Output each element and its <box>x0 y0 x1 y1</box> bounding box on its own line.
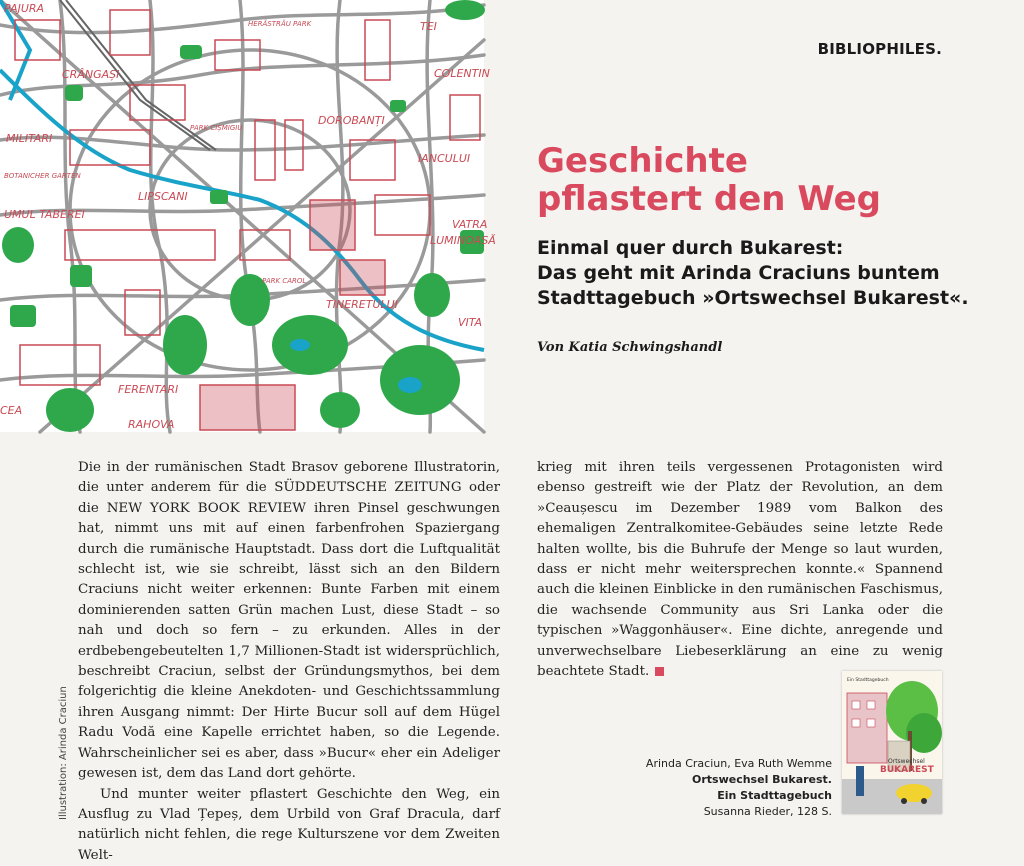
book-authors: Arinda Craciun, Eva Ruth Wemme <box>572 756 832 772</box>
svg-text:VITA: VITA <box>458 316 482 329</box>
headline-line-1: Geschichte <box>537 142 957 180</box>
svg-text:RAHOVA: RAHOVA <box>128 418 174 431</box>
svg-text:LUMINOASĂ: LUMINOASĂ <box>430 234 496 247</box>
end-mark-icon <box>655 667 664 676</box>
book-cover <box>842 671 942 814</box>
illustration-credit: Illustration: Arinda Craciun <box>58 686 69 820</box>
body-paragraph-text: krieg mit ihren teils vergessenen Protagonisten wird ebenso gestreift wie der Platz der Revolution, an dem »Ceaușescu im Dezember 1989 vom Balkon des ehemaligen Zentralkomitee-Gebäudes seine letzte Rede halten wollte, bis die Buhrufe der Menge so laut wurden, dass er nicht mehr weitersprechen konnte.« Spannend auch die kleinen Einblicke in den rumänischen Faschismus, die wachsende Community aus Sri Lanka oder die typischen »Waggonhäuser«. Eine dichte, anregende und unverwechselbare Liebeserklärung an eine zu wenig beachtete Stadt. <box>537 460 943 679</box>
svg-text:TEI: TEI <box>420 20 437 33</box>
book-cover-illustration <box>842 671 942 814</box>
book-info <box>572 756 832 820</box>
headline-line-2: pflastert den Weg <box>537 180 957 218</box>
body-paragraph-final <box>537 458 943 682</box>
map-illustration <box>0 0 484 432</box>
cover-top-text: Ortswechsel <box>888 758 925 765</box>
svg-text:COLENTIN: COLENTIN <box>434 67 490 80</box>
book-subtitle: Ein Stadttagebuch <box>572 788 832 804</box>
svg-text:MILITARI: MILITARI <box>6 132 52 145</box>
subheadline-line-1: Einmal quer durch Bukarest: <box>537 236 977 261</box>
subheadline-line-2: Das geht mit Arinda Craciuns buntem <box>537 261 977 286</box>
body-paragraph: Und munter weiter pflastert Geschichte den Weg, ein Ausflug zu Vlad Țepeș, dem Urbild von Graf Dracula, darf natürlich nicht fehlen, die rege Kulturszene vor dem Zweiten Welt- <box>78 785 500 866</box>
svg-text:CRÂNGAȘI: CRÂNGAȘI <box>62 68 119 81</box>
cover-small-text: Ein Stadttagebuch <box>847 677 889 683</box>
svg-text:VATRA: VATRA <box>452 218 487 231</box>
svg-text:IANCULUI: IANCULUI <box>418 152 470 165</box>
subheadline-line-3: Stadttagebuch »Ortswechsel Bukarest«. <box>537 286 977 311</box>
byline: Von Katia Schwingshandl <box>537 340 722 355</box>
svg-text:UMUL TABEREI: UMUL TABEREI <box>4 208 85 221</box>
svg-text:PARK CIȘMIGIU: PARK CIȘMIGIU <box>190 124 242 132</box>
svg-text:BOTANICHER GARTEN: BOTANICHER GARTEN <box>4 172 81 180</box>
svg-text:HERĂSTRĂU PARK: HERĂSTRĂU PARK <box>248 19 313 28</box>
subheadline <box>537 236 977 311</box>
svg-text:DOROBANȚI: DOROBANȚI <box>318 114 385 127</box>
body-column-2 <box>537 458 943 682</box>
section-label: BIBLIOPHILES. <box>818 40 942 58</box>
cover-title: BUKAREST <box>880 765 935 775</box>
svg-text:PARK CAROL: PARK CAROL <box>262 277 306 285</box>
book-title: Ortswechsel Bukarest. <box>572 772 832 788</box>
svg-text:LIPSCANI: LIPSCANI <box>138 190 188 203</box>
svg-text:PAJURA: PAJURA <box>4 2 44 15</box>
svg-text:FERENTARI: FERENTARI <box>118 383 178 396</box>
map-drawing <box>0 0 484 432</box>
svg-text:TINERETULUI: TINERETULUI <box>326 298 398 311</box>
headline <box>537 142 957 218</box>
book-publisher: Susanna Rieder, 128 S. <box>572 804 832 820</box>
svg-text:CEA: CEA <box>0 404 22 417</box>
body-paragraph: Die in der rumänischen Stadt Brasov geborene Illustratorin, die unter anderem für die SÜDDEUTSCHE ZEITUNG oder die NEW YORK BOOK REVIEW ihren Pinsel geschwungen hat, nimmt uns mit auf einen farbenfrohen Spaziergang durch die rumänische Hauptstadt. Dass dort die Luftqualität schlecht ist, wie sie schreibt, lässt sich an den Bildern Craciuns nicht weiter erkennen: Bunte Farben mit einem dominierenden satten Grün machen Lust, diese Stadt – so nah und doch so fern – zu erkunden. Alles in der erdbebengebeutelten 1,7 Millionen-Stadt ist widersprüchlich, beschreibt Craciun, selbst der Gründungsmythos, bei dem folgerichtig die kleine Anekdoten- und Geschichtssammlung ihren Ausgang nimmt: Der Hirte Bucur soll auf dem Hügel Radu Vodă eine Kapelle errichtet haben, so die Legende. Wahrscheinlicher sei es aber, dass »Bucur« eher ein Adeliger gewesen ist, dem das Land dort gehörte. <box>78 458 500 785</box>
body-column-1 <box>78 458 500 866</box>
